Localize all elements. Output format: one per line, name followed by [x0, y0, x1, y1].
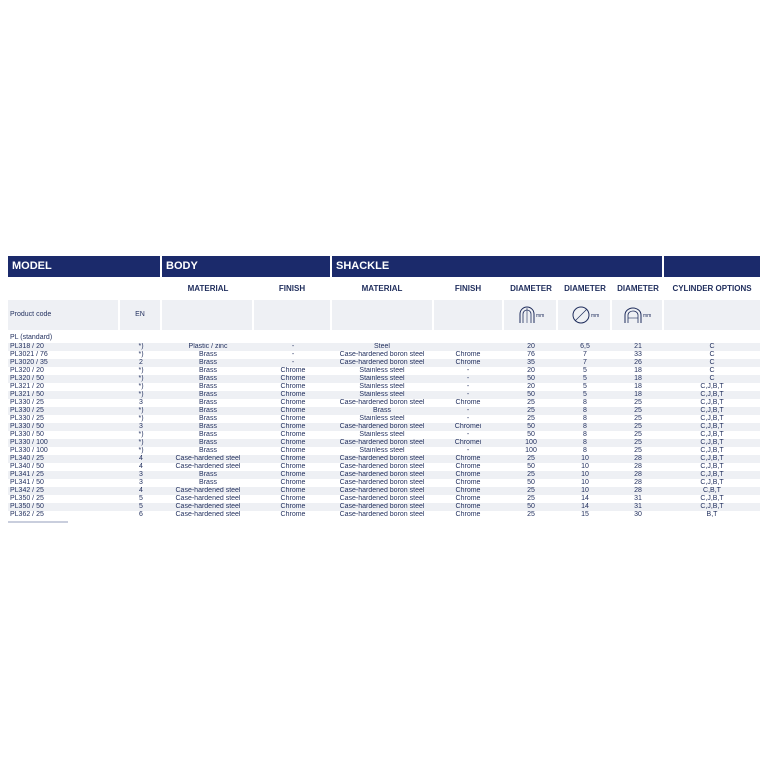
table-row	[8, 471, 760, 479]
shackle-height-cell: 50	[504, 503, 558, 511]
product-code-cell: PL318 / 20	[8, 343, 120, 351]
shackle-width-cell: 25	[612, 407, 664, 415]
shackle-width-cell: 18	[612, 375, 664, 383]
table-row	[8, 391, 760, 399]
shackle-height-cell: 50	[504, 423, 558, 431]
cylinder-options-cell: C,J,B,T	[700, 383, 724, 390]
shackle-width-cell: 25	[634, 431, 642, 438]
shackle-material-cell: Stainless steel	[359, 431, 405, 438]
body-finish-cell: -	[254, 343, 332, 351]
shackle-material-header: MATERIAL	[361, 284, 403, 293]
shackle-material-cell: Case-hardened boron steel	[339, 511, 425, 518]
product-code-cell: PL320 / 20	[10, 367, 44, 374]
cylinder-options-cell: C	[664, 375, 760, 383]
section-header-row	[8, 256, 760, 277]
body-finish-cell: Chrome	[254, 423, 332, 431]
product-code-cell: PL321 / 50	[8, 391, 120, 399]
en-class-cell: *)	[120, 439, 162, 447]
product-code-cell: PL330 / 100	[10, 447, 48, 454]
shackle-width-cell: 25	[634, 447, 642, 454]
product-code-cell: PL320 / 50	[8, 375, 120, 383]
diameter-header-1: DIAMETER	[510, 284, 552, 293]
table-row	[8, 479, 760, 487]
shackle-finish-header: FINISH	[454, 284, 482, 293]
shackle-finish-cell: Chrome	[455, 511, 481, 518]
product-code-cell: PL330 / 25	[10, 399, 44, 406]
cylinder-options-cell: C,B,T	[664, 487, 760, 495]
shackle-material-cell: Case-hardened boron steel	[332, 471, 432, 479]
product-code-cell: PL341 / 25	[8, 471, 120, 479]
shackle-diameter-cell: 14	[581, 495, 589, 502]
shackle-diameter-cell: 7	[583, 351, 587, 358]
table-row	[8, 415, 760, 423]
shackle-height-icon	[516, 305, 548, 325]
shackle-finish-cell: Chrome	[455, 351, 481, 358]
model-header: MODEL	[8, 256, 160, 277]
cylinder-options-cell: C,J,B,T	[664, 503, 760, 511]
cylinder-options-cell: C,J,B,T	[700, 431, 724, 438]
shackle-height-cell: 25	[504, 455, 558, 463]
cylinder-options-cell: C,J,B,T	[700, 495, 724, 502]
shackle-diameter-cell: 10	[558, 471, 612, 479]
product-code-cell: PL321 / 20	[10, 383, 44, 390]
shackle-material-cell: Stainless steel	[359, 415, 405, 422]
table-row	[8, 343, 760, 351]
body-material-cell: Case-hardened steel	[162, 487, 254, 495]
shackle-height-cell: 20	[527, 383, 535, 390]
table-row	[8, 399, 760, 407]
cylinder-options-cell: C	[709, 351, 715, 358]
shackle-width-cell: 31	[634, 495, 642, 502]
body-material-cell: Brass	[199, 383, 217, 390]
cylinder-options-cell: C,J,B,T	[664, 407, 760, 415]
body-finish-cell: Chrome	[254, 439, 332, 447]
cylinder-options-cell: C,J,B,T	[700, 463, 724, 470]
cylinder-options-cell: C,J,B,T	[664, 423, 760, 431]
table-row	[8, 351, 760, 359]
body-finish-cell: -	[254, 359, 332, 367]
table-row	[8, 487, 760, 495]
body-finish-cell: Chrome	[280, 383, 306, 390]
shackle-diameter-icon	[570, 305, 602, 325]
body-material-cell: Brass	[162, 359, 254, 367]
shackle-diameter-cell: 14	[558, 503, 612, 511]
cylinder-options-cell: C,J,B,T	[664, 471, 760, 479]
shackle-height-cell: 50	[504, 391, 558, 399]
shackle-width-cell: 28	[612, 471, 664, 479]
body-material-cell: Brass	[199, 447, 217, 454]
en-label: EN	[135, 311, 145, 318]
shackle-width-cell: 25	[634, 399, 642, 406]
shackle-diameter-cell: 6,5	[558, 343, 612, 351]
shackle-material-cell: Brass	[332, 407, 432, 415]
shackle-width-cell: 33	[634, 351, 642, 358]
shackle-height-cell: 25	[527, 399, 535, 406]
shackle-diameter-cell: 8	[583, 431, 587, 438]
icon-row	[8, 300, 760, 330]
shackle-width-icon	[622, 305, 654, 325]
en-class-cell: 2	[120, 359, 162, 367]
shackle-diameter-cell: 8	[583, 447, 587, 454]
shackle-material-cell: Case-hardened boron steel	[332, 359, 432, 367]
diameter-header-3: DIAMETER	[617, 284, 659, 293]
product-code-cell: PL362 / 25	[10, 511, 44, 518]
shackle-material-cell: Case-hardened boron steel	[332, 503, 432, 511]
en-class-cell: *)	[120, 407, 162, 415]
body-material-cell: Brass	[199, 479, 217, 486]
shackle-finish-cell: -	[466, 447, 470, 454]
product-code-label: Product code	[10, 311, 52, 318]
cylinder-options-cell: C,J,B,T	[700, 399, 724, 406]
table-row	[8, 359, 760, 367]
body-finish-cell: Chrome	[254, 471, 332, 479]
body-finish-cell: Chrome	[280, 415, 306, 422]
shackle-finish-cell: Chrome	[455, 463, 481, 470]
body-material-header: MATERIAL	[187, 284, 229, 293]
body-material-cell: Case-hardened steel	[175, 511, 241, 518]
body-material-cell: Brass	[199, 351, 217, 358]
product-code-cell: PL330 / 50	[10, 431, 44, 438]
shackle-height-cell: 20	[504, 343, 558, 351]
body-material-cell: Brass	[162, 439, 254, 447]
shackle-material-cell: Stainless steel	[359, 367, 405, 374]
body-finish-cell: Chrome	[254, 375, 332, 383]
table-row	[8, 511, 760, 519]
cylinder-options-cell: C,J,B,T	[700, 479, 724, 486]
shackle-material-cell: Case-hardened boron steel	[339, 495, 425, 502]
shackle-material-cell: Steel	[332, 343, 432, 351]
cylinder-options-cell: C	[709, 367, 715, 374]
shackle-diameter-cell: 8	[558, 439, 612, 447]
body-material-cell: Brass	[199, 415, 217, 422]
shackle-width-cell: 18	[612, 391, 664, 399]
en-class-cell: *)	[120, 375, 162, 383]
shackle-width-cell: 28	[612, 487, 664, 495]
shackle-finish-cell: Chrome	[432, 471, 504, 479]
shackle-height-cell: 100	[525, 447, 537, 454]
shackle-finish-cell: -	[432, 407, 504, 415]
shackle-height-cell: 76	[527, 351, 535, 358]
body-material-cell: Brass	[162, 391, 254, 399]
shackle-diameter-cell: 5	[558, 375, 612, 383]
body-material-cell: Case-hardened steel	[175, 463, 241, 470]
cylinder-options-cell: B,T	[706, 511, 718, 518]
table-row	[8, 383, 760, 391]
shackle-material-cell: Case-hardened boron steel	[339, 463, 425, 470]
product-code-cell: PL350 / 25	[10, 495, 44, 502]
body-finish-cell: Chrome	[280, 447, 306, 454]
shackle-material-cell: Case-hardened boron steel	[332, 455, 432, 463]
product-code-cell: PL3020 / 35	[8, 359, 120, 367]
shackle-finish-cell: -	[466, 383, 470, 390]
body-material-cell: Brass	[162, 423, 254, 431]
cylinder-options-cell: C	[664, 359, 760, 367]
shackle-material-cell: Case-hardened boron steel	[339, 351, 425, 358]
body-material-cell: Plastic / zinc	[162, 343, 254, 351]
en-class-cell: *)	[120, 343, 162, 351]
shackle-diameter-cell: 8	[583, 399, 587, 406]
shackle-width-cell: 31	[612, 503, 664, 511]
body-finish-cell: -	[291, 351, 295, 358]
cylinder-options-cell: C,J,B,T	[700, 447, 724, 454]
table-row	[8, 447, 760, 455]
shackle-width-cell: 28	[634, 463, 642, 470]
body-finish-cell: Chrome	[254, 503, 332, 511]
product-code-cell: PL350 / 50	[8, 503, 120, 511]
body-material-cell: Brass	[162, 471, 254, 479]
shackle-width-cell: 30	[634, 511, 642, 518]
shackle-diameter-cell: 10	[581, 463, 589, 470]
shackle-diameter-cell: 15	[581, 511, 589, 518]
en-class-cell: 3	[139, 479, 143, 486]
diameter-header-2: DIAMETER	[564, 284, 606, 293]
shackle-finish-cell	[432, 343, 504, 351]
shackle-diameter-cell: 8	[558, 423, 612, 431]
shackle-diameter-cell: 8	[583, 415, 587, 422]
table-row	[8, 375, 760, 383]
body-material-cell: Brass	[199, 399, 217, 406]
cylinder-header	[664, 256, 760, 277]
product-code-cell: PL340 / 25	[8, 455, 120, 463]
body-finish-cell: Chrome	[254, 455, 332, 463]
body-finish-cell: Chrome	[280, 367, 306, 374]
table-row	[8, 503, 760, 511]
svg-text:mm: mm	[643, 313, 652, 319]
en-class-cell: 3	[120, 471, 162, 479]
shackle-finish-cell: -	[466, 415, 470, 422]
en-class-cell: 3	[120, 423, 162, 431]
shackle-material-cell: Case-hardened boron steel	[332, 423, 432, 431]
cylinder-options-cell: C,J,B,T	[700, 415, 724, 422]
table-row	[8, 367, 760, 375]
shackle-diameter-cell: 5	[558, 391, 612, 399]
table-row	[8, 423, 760, 431]
shackle-material-cell: Case-hardened boron steel	[332, 439, 432, 447]
en-class-cell: 4	[139, 463, 143, 470]
table-row	[8, 407, 760, 415]
shackle-width-cell: 21	[612, 343, 664, 351]
shackle-material-cell: Stainless steel	[359, 447, 405, 454]
shackle-material-cell: Stainless steel	[332, 391, 432, 399]
shackle-finish-cell: -	[432, 391, 504, 399]
body-finish-cell: Chrome	[280, 495, 306, 502]
shackle-header: SHACKLE	[332, 256, 662, 277]
shackle-finish-cell: Chromei	[432, 439, 504, 447]
shackle-width-cell: 18	[634, 367, 642, 374]
en-class-cell: 6	[139, 511, 143, 518]
en-class-cell: 4	[120, 487, 162, 495]
shackle-finish-cell: Chrome	[455, 479, 481, 486]
en-class-cell: *)	[138, 351, 144, 358]
truncated-footnote	[8, 519, 68, 525]
shackle-finish-cell: Chrome	[432, 503, 504, 511]
shackle-diameter-cell: 5	[583, 367, 587, 374]
body-finish-cell: Chrome	[254, 391, 332, 399]
product-code-cell: PL3021 / 76	[10, 351, 48, 358]
en-class-cell: 3	[139, 399, 143, 406]
body-finish-header: FINISH	[278, 284, 306, 293]
product-code-cell: PL330 / 100	[8, 439, 120, 447]
shackle-height-cell: 50	[527, 479, 535, 486]
en-class-cell: 5	[120, 503, 162, 511]
en-class-cell: *)	[138, 367, 144, 374]
shackle-finish-cell: Chromei	[432, 423, 504, 431]
shackle-height-cell: 25	[504, 407, 558, 415]
body-finish-cell: Chrome	[280, 511, 306, 518]
shackle-height-cell: 25	[504, 471, 558, 479]
body-finish-cell: Chrome	[280, 399, 306, 406]
en-class-cell: *)	[138, 431, 144, 438]
cylinder-options-header: CYLINDER OPTIONS	[672, 284, 752, 293]
shackle-width-cell: 28	[634, 479, 642, 486]
shackle-finish-cell: Chrome	[455, 399, 481, 406]
en-class-cell: *)	[138, 447, 144, 454]
shackle-finish-cell: -	[466, 367, 470, 374]
cylinder-options-cell: C,J,B,T	[664, 439, 760, 447]
cylinder-options-cell: C,J,B,T	[664, 455, 760, 463]
shackle-height-cell: 100	[504, 439, 558, 447]
body-material-cell: Case-hardened steel	[175, 495, 241, 502]
shackle-height-cell: 20	[527, 367, 535, 374]
table-row	[8, 431, 760, 439]
product-code-cell: PL330 / 25	[10, 415, 44, 422]
shackle-diameter-cell: 7	[558, 359, 612, 367]
shackle-width-cell: 28	[612, 455, 664, 463]
shackle-finish-cell: Chrome	[455, 495, 481, 502]
product-code-cell: PL342 / 25	[8, 487, 120, 495]
shackle-height-cell: 50	[527, 463, 535, 470]
shackle-height-cell: 50	[504, 375, 558, 383]
shackle-width-cell: 25	[612, 439, 664, 447]
shackle-height-cell: 25	[504, 487, 558, 495]
table-row	[8, 455, 760, 463]
shackle-diameter-cell: 5	[583, 383, 587, 390]
shackle-finish-cell: Chrome	[432, 455, 504, 463]
body-finish-cell: Chrome	[254, 407, 332, 415]
product-code-cell: PL341 / 50	[10, 479, 44, 486]
table-row	[8, 463, 760, 471]
shackle-height-cell: 50	[527, 431, 535, 438]
en-class-cell: *)	[138, 415, 144, 422]
body-material-cell: Case-hardened steel	[162, 455, 254, 463]
shackle-material-cell: Case-hardened boron steel	[339, 479, 425, 486]
shackle-height-cell: 25	[527, 511, 535, 518]
body-finish-cell: Chrome	[254, 487, 332, 495]
shackle-material-cell: Stainless steel	[359, 383, 405, 390]
shackle-finish-cell: Chrome	[432, 359, 504, 367]
product-code-cell: PL340 / 50	[10, 463, 44, 470]
en-class-cell: 4	[120, 455, 162, 463]
shackle-height-cell: 25	[527, 415, 535, 422]
body-header: BODY	[162, 256, 330, 277]
product-table	[8, 256, 760, 519]
shackle-height-cell: 25	[527, 495, 535, 502]
body-finish-cell: Chrome	[280, 463, 306, 470]
shackle-diameter-cell: 8	[558, 407, 612, 415]
shackle-finish-cell: -	[466, 431, 470, 438]
table-row	[8, 439, 760, 447]
shackle-finish-cell: Chrome	[432, 487, 504, 495]
body-material-cell: Case-hardened steel	[162, 503, 254, 511]
shackle-width-cell: 26	[612, 359, 664, 367]
shackle-material-cell: Case-hardened boron steel	[332, 487, 432, 495]
svg-text:mm: mm	[536, 313, 545, 319]
subheader-row	[8, 281, 760, 297]
shackle-diameter-cell: 10	[558, 455, 612, 463]
cylinder-options-cell: C,J,B,T	[664, 391, 760, 399]
shackle-material-cell: Case-hardened boron steel	[339, 399, 425, 406]
shackle-finish-cell: -	[432, 375, 504, 383]
body-finish-cell: Chrome	[280, 431, 306, 438]
body-material-cell: Brass	[199, 431, 217, 438]
product-code-cell: PL330 / 50	[8, 423, 120, 431]
body-finish-cell: Chrome	[280, 479, 306, 486]
shackle-diameter-cell: 10	[558, 487, 612, 495]
en-class-cell: *)	[138, 383, 144, 390]
shackle-width-cell: 18	[634, 383, 642, 390]
body-material-cell: Brass	[199, 367, 217, 374]
body-material-cell: Brass	[162, 407, 254, 415]
shackle-diameter-cell: 10	[581, 479, 589, 486]
cylinder-options-cell: C	[664, 343, 760, 351]
shackle-height-cell: 35	[504, 359, 558, 367]
shackle-width-cell: 25	[612, 423, 664, 431]
svg-text:mm: mm	[591, 313, 600, 319]
shackle-material-cell: Stainless steel	[332, 375, 432, 383]
en-class-cell: *)	[120, 391, 162, 399]
body-material-cell: Brass	[162, 375, 254, 383]
en-class-cell: 5	[139, 495, 143, 502]
product-code-cell: PL330 / 25	[8, 407, 120, 415]
group-label: PL (standard)	[10, 334, 53, 341]
shackle-width-cell: 25	[634, 415, 642, 422]
product-rows	[8, 343, 760, 519]
table-row	[8, 495, 760, 503]
